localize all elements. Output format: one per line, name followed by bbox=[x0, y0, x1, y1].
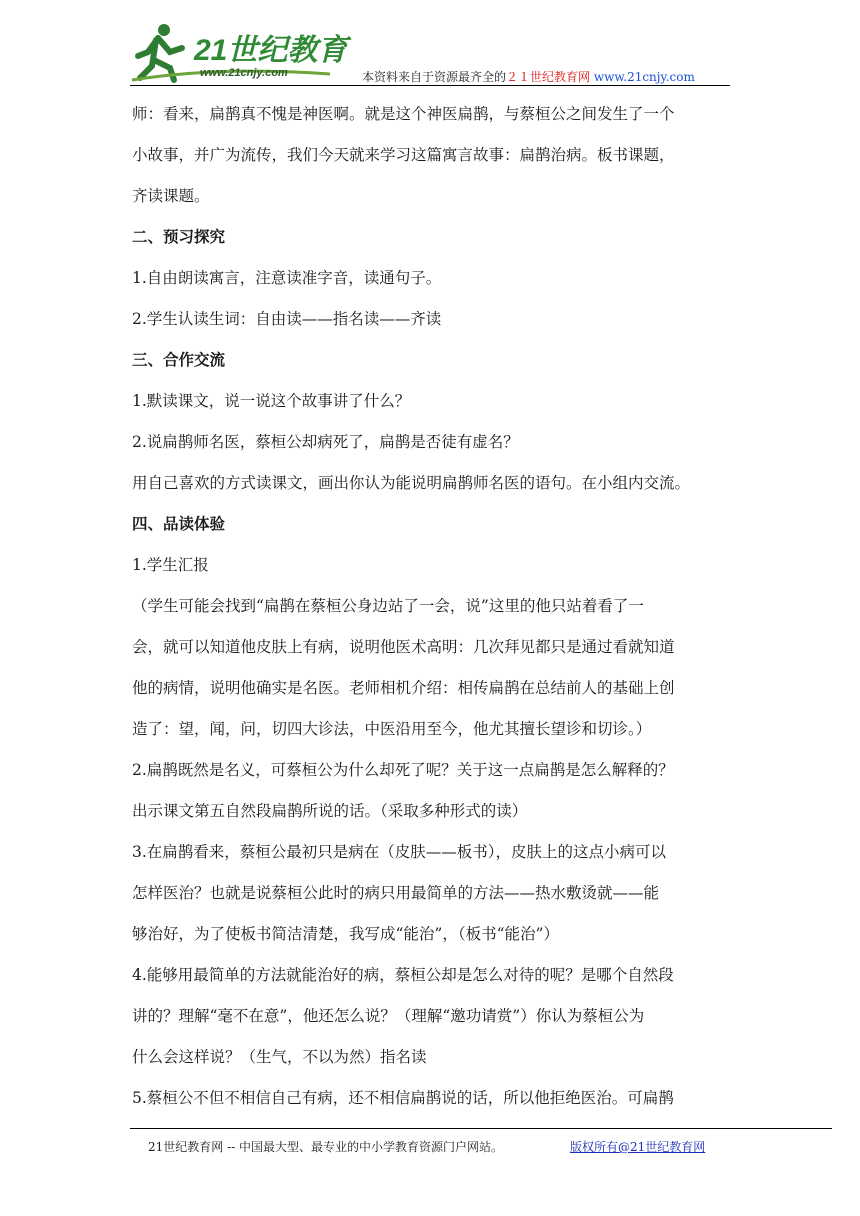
body-line: 怎样医治？也就是说蔡桓公此时的病只用最简单的方法——热水敷烫就——能 bbox=[132, 884, 660, 902]
footer-site-description: 21世纪教育网 -- 中国最大型、最专业的中小学教育资源门户网站。 bbox=[148, 1140, 504, 1154]
header-note-url[interactable]: www.21cnjy.com bbox=[593, 70, 695, 84]
page-header bbox=[130, 18, 730, 88]
site-logo bbox=[130, 18, 360, 84]
body-line: 会，就可以知道他皮肤上有病，说明他医术高明：几次拜见都只是通过看就知道 bbox=[132, 638, 675, 656]
body-line: 出示课文第五自然段扁鹊所说的话。（采取多种形式的读） bbox=[132, 802, 528, 820]
section-heading: 四、品读体验 bbox=[132, 515, 226, 533]
body-line: 1.自由朗读寓言，注意读准字音，读通句子。 bbox=[132, 269, 442, 287]
body-line: 5.蔡桓公不但不相信自己有病，还不相信扁鹊说的话，所以他拒绝医治。可扁鹊 bbox=[132, 1089, 674, 1107]
body-line: 师：看来，扁鹊真不愧是神医啊。就是这个神医扁鹊，与蔡桓公之间发生了一个 bbox=[132, 105, 675, 123]
body-line: 1.学生汇报 bbox=[132, 556, 209, 574]
header-source-note bbox=[362, 68, 695, 85]
body-line: 够治好，为了使板书简洁清楚，我写成“能治”，（板书“能治”） bbox=[132, 925, 559, 943]
body-line: 造了：望，闻，问，切四大诊法，中医沿用至今，他尤其擅长望诊和切诊。） bbox=[132, 720, 652, 738]
logo-url: www.21cnjy.com bbox=[200, 67, 288, 79]
header-note-site[interactable]: ２１世纪教育网 bbox=[506, 70, 591, 84]
header-note-prefix: 本资料来自于资源最齐全的 bbox=[362, 70, 507, 84]
body-line: 什么会这样说？（生气，不以为然）指名读 bbox=[132, 1048, 427, 1066]
body-line: 齐读课题。 bbox=[132, 187, 210, 205]
page-footer bbox=[148, 1138, 706, 1155]
document-body bbox=[132, 104, 732, 1129]
body-line: 2.学生认读生词：自由读——指名读——齐读 bbox=[132, 310, 442, 328]
body-line: 2.扁鹊既然是名义，可蔡桓公为什么却死了呢？关于这一点扁鹊是怎么解释的？ bbox=[132, 761, 674, 779]
section-heading: 三、合作交流 bbox=[132, 351, 226, 369]
body-line: 讲的？理解“毫不在意”，他还怎么说？（理解“邀功请赏”）你认为蔡桓公为 bbox=[132, 1007, 645, 1025]
body-line: 用自己喜欢的方式读课文，画出你认为能说明扁鹊师名医的语句。在小组内交流。 bbox=[132, 474, 691, 492]
header-divider bbox=[130, 85, 730, 86]
body-line: （学生可能会找到“扁鹊在蔡桓公身边站了一会，说”这里的他只站着看了一 bbox=[132, 597, 644, 615]
logo-text: 21世纪教育 bbox=[194, 34, 348, 67]
body-line: 小故事，并广为流传，我们今天就来学习这篇寓言故事：扁鹊治病。板书课题， bbox=[132, 146, 675, 164]
body-line: 4.能够用最简单的方法就能治好的病，蔡桓公却是怎么对待的呢？是哪个自然段 bbox=[132, 966, 674, 984]
body-line: 1.默读课文，说一说这个故事讲了什么？ bbox=[132, 392, 411, 410]
section-heading: 二、预习探究 bbox=[132, 228, 226, 246]
body-line: 2.说扁鹊师名医，蔡桓公却病死了，扁鹊是否徒有虚名？ bbox=[132, 433, 519, 451]
body-line: 3.在扁鹊看来，蔡桓公最初只是病在（皮肤——板书），皮肤上的这点小病可以 bbox=[132, 843, 667, 861]
footer-divider bbox=[130, 1128, 832, 1129]
body-line: 他的病情，说明他确实是名医。老师相机介绍：相传扁鹊在总结前人的基础上创 bbox=[132, 679, 675, 697]
footer-copyright-link[interactable]: 版权所有@21世纪教育网 bbox=[570, 1140, 706, 1154]
